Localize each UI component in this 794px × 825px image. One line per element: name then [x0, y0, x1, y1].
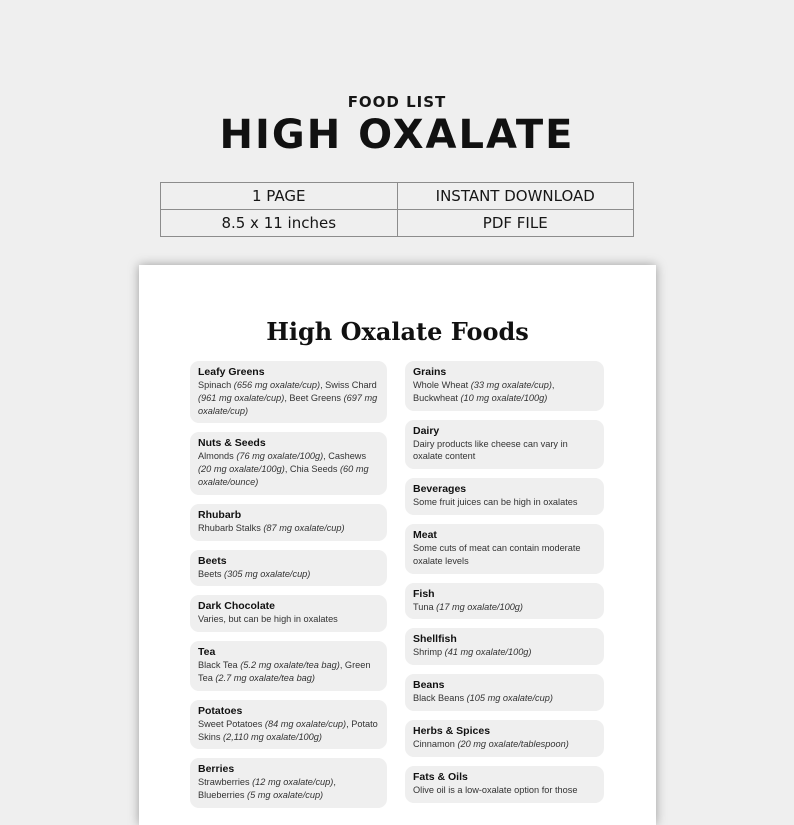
- oxalate-amount: (12 mg oxalate/cup): [252, 777, 334, 788]
- oxalate-amount: (60 mg oxalate/ounce): [198, 464, 369, 487]
- food-category-title: Grains: [413, 366, 447, 378]
- food-category-title: Berries: [198, 763, 235, 776]
- food-text: , Swiss Chard: [320, 380, 377, 390]
- oxalate-amount: (2,110 mg oxalate/100g): [223, 731, 322, 742]
- oxalate-amount: (697 mg oxalate/cup): [198, 392, 378, 416]
- food-text: Olive oil is a low-oxalate option for those: [413, 784, 578, 795]
- spec-row: [161, 210, 634, 237]
- food-category-title: Shellfish: [413, 633, 457, 646]
- kicker-text: FOOD LIST: [347, 93, 447, 111]
- food-category-card: [190, 550, 387, 587]
- document-title: High Oxalate Foods: [266, 317, 529, 346]
- food-category-description: [413, 438, 596, 464]
- food-category-description: [198, 568, 379, 581]
- food-category-card: [405, 628, 604, 665]
- oxalate-amount: (105 mg oxalate/cup): [466, 693, 553, 704]
- food-text: Dairy products like cheese can vary in oxalate content: [413, 438, 568, 462]
- food-text: Whole Wheat: [413, 380, 471, 390]
- food-category-description: [413, 738, 596, 751]
- food-category-title: Beverages: [413, 483, 467, 496]
- food-category-description: [413, 379, 596, 405]
- oxalate-amount: (41 mg oxalate/100g): [444, 647, 532, 658]
- food-category-card: [405, 674, 604, 711]
- food-category-description: [198, 776, 379, 802]
- food-category-description: [413, 496, 596, 509]
- food-category-description: [198, 659, 379, 685]
- oxalate-amount: (33 mg oxalate/cup): [470, 380, 552, 390]
- food-category-card: [190, 432, 387, 494]
- food-category-card: [190, 641, 387, 691]
- food-text: Tuna: [413, 601, 437, 612]
- food-category-title: Nuts & Seeds: [198, 437, 266, 450]
- food-category-title: Rhubarb: [198, 508, 242, 521]
- spec-format: PDF FILE: [397, 210, 634, 237]
- food-category-title: Dark Chocolate: [198, 600, 276, 613]
- food-category-description: [198, 450, 379, 488]
- oxalate-amount: (5.2 mg oxalate/tea bag): [240, 660, 340, 671]
- food-category-description: [198, 613, 379, 626]
- food-category-card: [405, 720, 604, 757]
- food-category-title: Dairy: [413, 424, 440, 437]
- food-text: , Potato Skins: [198, 718, 378, 742]
- food-category-description: [198, 522, 379, 535]
- food-text: Almonds: [198, 451, 237, 462]
- food-category-description: [198, 379, 379, 417]
- food-text: , Green Tea: [198, 660, 371, 683]
- food-category-card: [190, 361, 387, 423]
- food-category-description: [413, 601, 596, 614]
- food-text: , Cashews: [323, 451, 367, 462]
- spec-size: 8.5 x 11 inches: [161, 210, 398, 237]
- food-text: Sweet Potatoes: [198, 718, 265, 729]
- food-text: Strawberries: [198, 777, 253, 788]
- food-category-card: [405, 524, 604, 574]
- food-category-card: [190, 758, 387, 808]
- food-text: Spinach: [198, 380, 234, 390]
- food-category-card: [405, 583, 604, 620]
- food-text: , Buckwheat: [413, 380, 555, 403]
- food-category-card: [190, 700, 387, 750]
- oxalate-amount: (656 mg oxalate/cup): [233, 380, 321, 390]
- oxalate-amount: (20 mg oxalate/100g): [198, 464, 285, 475]
- food-category-title: Beans: [413, 679, 445, 692]
- food-category-title: Potatoes: [198, 704, 243, 717]
- food-category-title: Fish: [413, 587, 435, 600]
- food-category-description: [413, 646, 596, 659]
- food-text: , Beet Greens: [284, 392, 344, 403]
- food-text: Beets: [198, 568, 225, 579]
- oxalate-amount: (2.7 mg oxalate/tea bag): [215, 672, 315, 683]
- food-text: Cinnamon: [413, 738, 458, 749]
- food-text: , Blueberries: [198, 777, 336, 801]
- food-category-description: [413, 542, 596, 568]
- food-text: , Chia Seeds: [284, 464, 340, 475]
- food-text: Varies, but can be high in oxalates: [198, 614, 338, 625]
- spec-row: [161, 183, 634, 210]
- oxalate-amount: (305 mg oxalate/cup): [224, 568, 311, 579]
- spec-table: [160, 182, 634, 237]
- food-text: Rhubarb Stalks: [198, 522, 264, 533]
- food-category-title: Herbs & Spices: [413, 724, 491, 737]
- oxalate-amount: (84 mg oxalate/cup): [264, 718, 347, 729]
- food-category-card: [190, 595, 387, 632]
- food-category-title: Beets: [198, 554, 227, 567]
- oxalate-amount: (10 mg oxalate/100g): [460, 392, 548, 403]
- food-text: Some cuts of meat can contain moderate oxalate levels: [413, 542, 581, 566]
- oxalate-amount: (87 mg oxalate/cup): [263, 522, 345, 533]
- food-category-title: Meat: [413, 528, 437, 541]
- spec-delivery: INSTANT DOWNLOAD: [397, 183, 634, 210]
- food-category-card: [405, 420, 604, 470]
- food-text: Black Beans: [413, 693, 467, 704]
- left-column: [190, 361, 387, 817]
- food-category-card: [405, 361, 604, 411]
- food-category-description: [413, 784, 596, 797]
- oxalate-amount: (20 mg oxalate/tablespoon): [457, 738, 569, 749]
- food-text: Some fruit juices can be high in oxalates: [413, 497, 578, 508]
- food-category-title: Leafy Greens: [198, 366, 265, 378]
- oxalate-amount: (17 mg oxalate/100g): [436, 601, 523, 612]
- food-category-card: [405, 766, 604, 803]
- document-preview: [139, 265, 656, 825]
- oxalate-amount: (961 mg oxalate/cup): [198, 392, 285, 403]
- oxalate-amount: (76 mg oxalate/100g): [236, 451, 324, 462]
- food-category-description: [413, 692, 596, 705]
- oxalate-amount: (5 mg oxalate/cup): [247, 790, 324, 801]
- right-column: [405, 361, 604, 812]
- food-text: Black Tea: [198, 660, 241, 671]
- food-category-description: [198, 718, 379, 744]
- food-category-title: Tea: [198, 646, 216, 659]
- spec-pages: 1 PAGE: [161, 183, 398, 210]
- food-category-card: [405, 478, 604, 515]
- food-text: Shrimp: [413, 647, 445, 658]
- food-category-card: [190, 504, 387, 541]
- headline-text: HIGH OXALATE: [219, 112, 575, 158]
- food-category-title: Fats & Oils: [413, 770, 468, 783]
